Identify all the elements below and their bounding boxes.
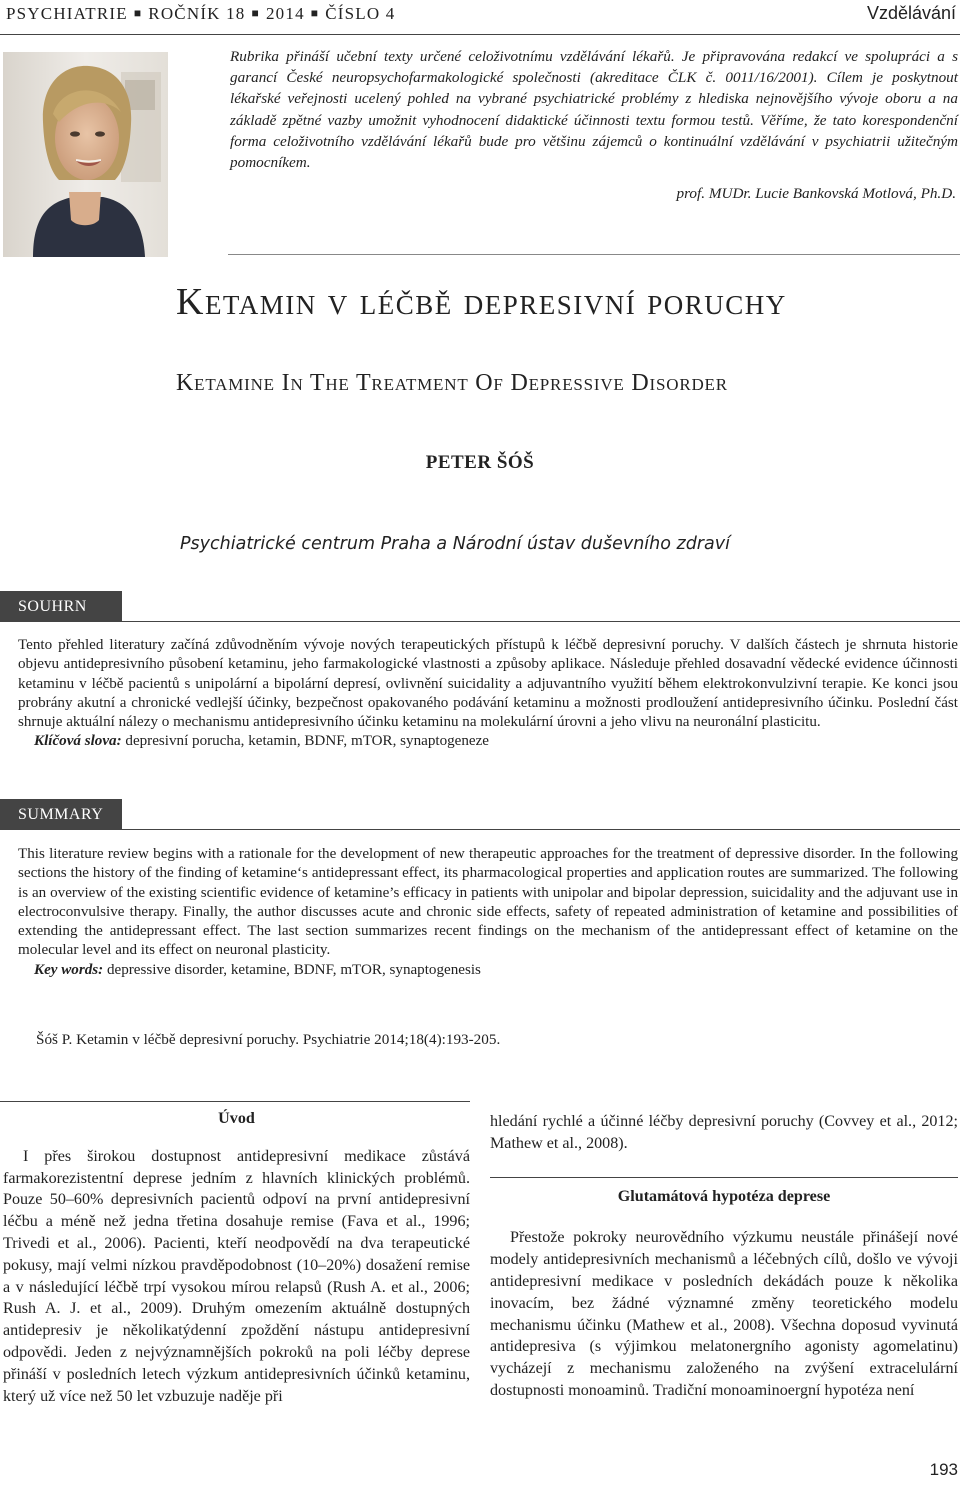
- souhrn-abstract: [18, 636, 958, 752]
- body-left-column: [3, 1108, 470, 1407]
- summary-keywords: [18, 961, 958, 980]
- author-affiliation: Psychiatrické centrum Praha a Národní ústav duševního zdraví: [180, 534, 730, 554]
- section-name: Vzdělávání: [866, 3, 956, 23]
- journal-issue: ČÍSLO 4: [325, 4, 396, 23]
- summary-divider: [122, 829, 960, 830]
- souhrn-label: SOUHRN: [0, 591, 122, 622]
- journal-year: 2014: [265, 4, 305, 23]
- journal-volume: ROČNÍK 18: [148, 4, 246, 23]
- souhrn-keywords-label: Klíčová slova:: [34, 733, 122, 750]
- uvod-heading: Úvod: [218, 1110, 255, 1127]
- article-title-english: Ketamine In The Treatment Of Depressive Disorder: [176, 370, 728, 396]
- article-author: PETER ŠÓŠ: [425, 452, 535, 473]
- glut-heading: Glutamátová hypotéza deprese: [617, 1187, 831, 1205]
- intro-divider: [228, 254, 960, 255]
- journal-name: PSYCHIATRIE: [6, 4, 128, 23]
- page-number: 193: [929, 1460, 958, 1479]
- separator-square-icon: ■: [310, 6, 320, 20]
- souhrn-divider: [122, 621, 960, 622]
- uvod-continuation: hledání rychlé a účinné léčby depresivní poruchy (Covvey et al., 2012; Mathew et al., 2008).: [490, 1113, 958, 1152]
- uvod-top-rule: [0, 1101, 470, 1102]
- intro-signature: prof. MUDr. Lucie Bankovská Motlová, Ph.D.: [676, 185, 956, 202]
- body-right-column: [490, 1111, 958, 1402]
- souhrn-keywords: [18, 732, 958, 751]
- page-header: [0, 0, 960, 35]
- separator-square-icon: ■: [251, 6, 260, 20]
- summary-label: SUMMARY: [0, 799, 122, 830]
- editor-portrait-photo: [3, 52, 168, 257]
- article-title-czech: Ketamin v léčbě depresivní poruchy: [176, 281, 787, 323]
- souhrn-body: Tento přehled literatury začíná zdůvodněním vývoje nových terapeutických přístupů k léčbě depresivní poruchy. V dalších částech je shrnuta historie objevu antidepresivního působení ketaminu, jeho farmakologické vlastnosti a způsoby aplikace. Následuje přehled dosavadní vědecké evidence účinnosti ketaminu v léčbě pacientů s unipolární a bipolární depresí, ovlivnění suicidality a adjuvantního využití během elektrokonvulzivní terapie. Ke konci jsou probrány akutní a chronické vedlejší účinky, bezpečnost opakovaného podávání ketaminu a možnosti prodloužení antidepresivního účinku. Poslední část shrnuje aktuální nálezy o mechanismu antidepresivního účinku ketaminu na molekulární úrovni a jeho vlivu na neuronální plasticitu.: [18, 637, 958, 731]
- summary-keywords-value: depressive disorder, ketamine, BDNF, mTOR, synaptogenesis: [106, 961, 481, 978]
- uvod-paragraph: I přes širokou dostupnost antidepresivní medikace zůstává farmakorezistentní deprese jedním z hlavních klinických problémů. Pouze 50–60% depresivních pacientů odpoví na první antidepresivní léčbu a méně než jedna třetina dosahuje remise (Fava et al., 1996; Trivedi et al., 2006). Pacienti, kteří neodpovědí na dva terapeutické pokusy, mají velmi nízkou pravděpodobnost (10–20%) dosažení remise a v následující léčbě trpí vysokou mírou relapsů (Rush A. et al., 2006; Rush A. J. et al., 2009). Druhým omezením aktuálně dostupných antidepresiv je několikatýdenní zpoždění nástupu antidepresivní odpovědi. Jeden z nejvýznamnějších pokroků na poli léčby deprese přináší v posledních letech výzkum antidepresivních účinků ketaminu, který už více než 50 let vzbuzuje naděje při: [3, 1147, 470, 1405]
- summary-body: This literature review begins with a rationale for the development of new therapeutic approaches for the treatment of depressive disorder. In the following sections the history of the finding of ketamine‘s antidepressant effect, its pharmacological properties and application routes are summarized. The following is an overview of the existing scientific evidence of ketamine’s efficacy in patients with unipolar and bipolar depression, suicidality and the adjuvant use in electroconvulsive therapy. Finally, the author discusses acute and chronic side effects, safety of repeated administration of ketamine and possibilities of extending the antidepressant effect. The last section summarizes recent findings on the mechanism of the antidepressant effect of ketamine on the molecular level and its effect on neuronal plasticity.: [18, 846, 958, 959]
- journal-info: [6, 4, 396, 24]
- summary-keywords-label: Key words:: [34, 961, 104, 978]
- glut-top-rule: [490, 1177, 958, 1178]
- glut-paragraph: Přestože pokroky neurovědního výzkumu neustále přinášejí nové modely antidepresivních mechanismů a léčebných cílů, došlo ve vývoji antidepresivní medikace v posledních dekádách pouze k několika inovacím, bez žádné významné změny teoretického modelu mechanismu účinku (Mathew et al., 2008). Všechna doposud vyvinutá antidepresiva (s výjimkou melatonergního agonisty agomelatinu) vycházejí z mechanismu založeného na zvýšení extracelulární dostupnosti monoaminů. Tradiční monoaminoergní hypotéza není: [490, 1229, 958, 1399]
- summary-abstract: [18, 845, 958, 980]
- souhrn-keywords-value: depresivní porucha, ketamin, BDNF, mTOR, synaptogeneze: [125, 733, 490, 750]
- separator-square-icon: ■: [133, 6, 143, 20]
- article-citation: Šóš P. Ketamin v léčbě depresivní poruchy. Psychiatrie 2014;18(4):193-205.: [36, 1031, 501, 1048]
- rubric-intro-text: Rubrika přináší učební texty určené celoživotnímu vzdělávání lékařů. Je připravována redakcí ve spolupráci a s garancí České neuropsychofarmakologické společnosti (akreditace ČLK č. 0011/16/2001). Cílem je poskytnout lékařské veřejnosti ucelený pohled na vybrané psychiatrické problémy z hlediska nejnovějšího vývoje oboru a na základě zpětné vazby umožnit vyhodnocení didaktické účinnosti textu formou testů. Věříme, že tato korespondenční forma celoživotního vzdělávání lékařů bude pro většinu zájemců o kontinuální vzdělávání v psychiatrii užitečným pomocníkem.: [230, 48, 958, 172]
- portrait-image: [3, 52, 168, 257]
